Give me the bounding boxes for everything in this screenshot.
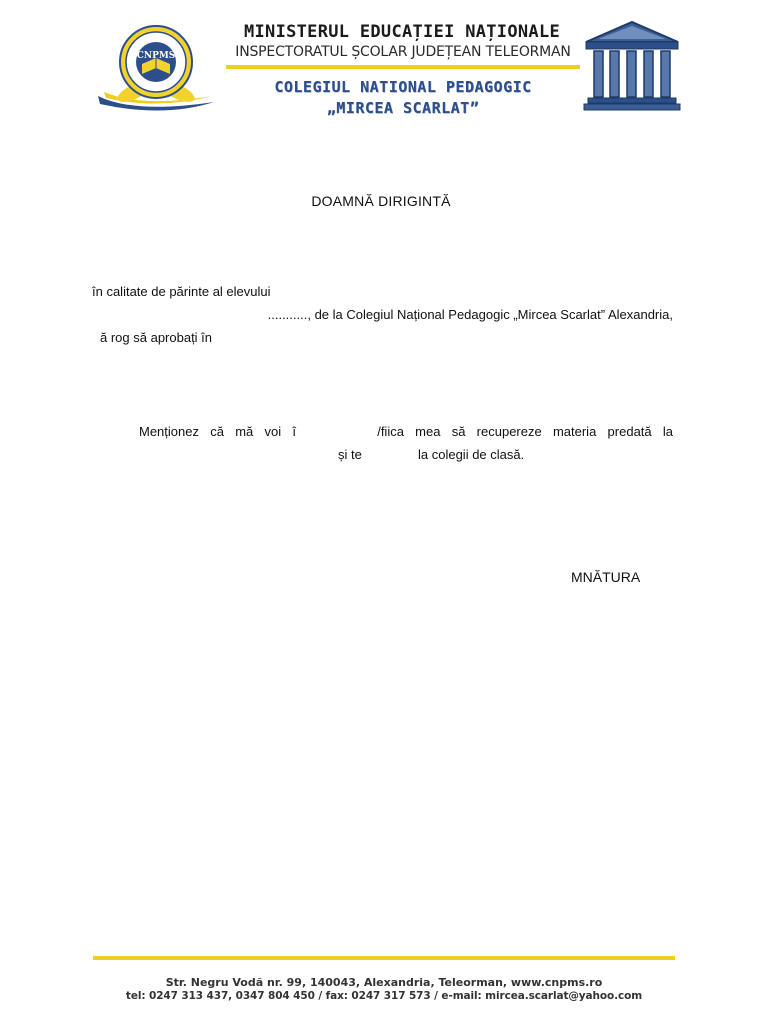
svg-text:CNPMS: CNPMS bbox=[136, 51, 176, 61]
word: recupereze bbox=[476, 424, 542, 439]
footer-contact: tel: 0247 313 437, 0347 804 450 / fax: 0247 317 573 / e-mail: mircea.scarlat@yahoo.com bbox=[125, 990, 643, 1002]
word: mea bbox=[415, 424, 441, 439]
word: să bbox=[451, 424, 466, 439]
footer-address: Str. Negru Vodă nr. 99, 140043, Alexandria, Teleorman, www.cnpms.ro bbox=[165, 976, 603, 989]
signature-label: MNĂTURA bbox=[571, 569, 641, 585]
word: voi bbox=[264, 424, 282, 439]
letter-line-3: ă rog să aprobați în bbox=[100, 330, 213, 345]
header-divider bbox=[226, 65, 580, 69]
school-emblem-icon bbox=[94, 18, 220, 118]
letter-line-1: în calitate de părinte al elevului bbox=[92, 284, 271, 299]
inspectorate-title: INSPECTORATUL ȘCOLAR JUDEȚEAN TELEORMAN bbox=[235, 44, 571, 60]
letter-line-5b: la colegii de clasă. bbox=[418, 447, 525, 462]
word: că bbox=[210, 424, 224, 439]
word: mă bbox=[235, 424, 254, 439]
word: î bbox=[292, 424, 296, 439]
letter-line-5a: și te bbox=[338, 447, 362, 462]
word: predată bbox=[607, 424, 652, 439]
greek-temple-icon bbox=[582, 20, 682, 112]
letter-title: DOAMNĂ DIRIGINTĂ bbox=[311, 193, 451, 209]
word: Menționez bbox=[139, 424, 199, 439]
letter-line-4 bbox=[139, 424, 673, 439]
footer-divider bbox=[93, 956, 675, 960]
word: materia bbox=[552, 424, 597, 439]
college-title: COLEGIUL NATIONAL PEDAGOGIC bbox=[274, 78, 532, 96]
word: la bbox=[662, 424, 673, 439]
word: /fiica bbox=[377, 424, 404, 439]
college-name: „MIRCEA SCARLAT” bbox=[326, 99, 480, 117]
letter-line-2: ..........., de la Colegiul Național Pedagogic „Mircea Scarlat” Alexandria, bbox=[267, 307, 673, 322]
ministry-title: MINISTERUL EDUCAȚIEI NAȚIONALE bbox=[243, 22, 561, 42]
